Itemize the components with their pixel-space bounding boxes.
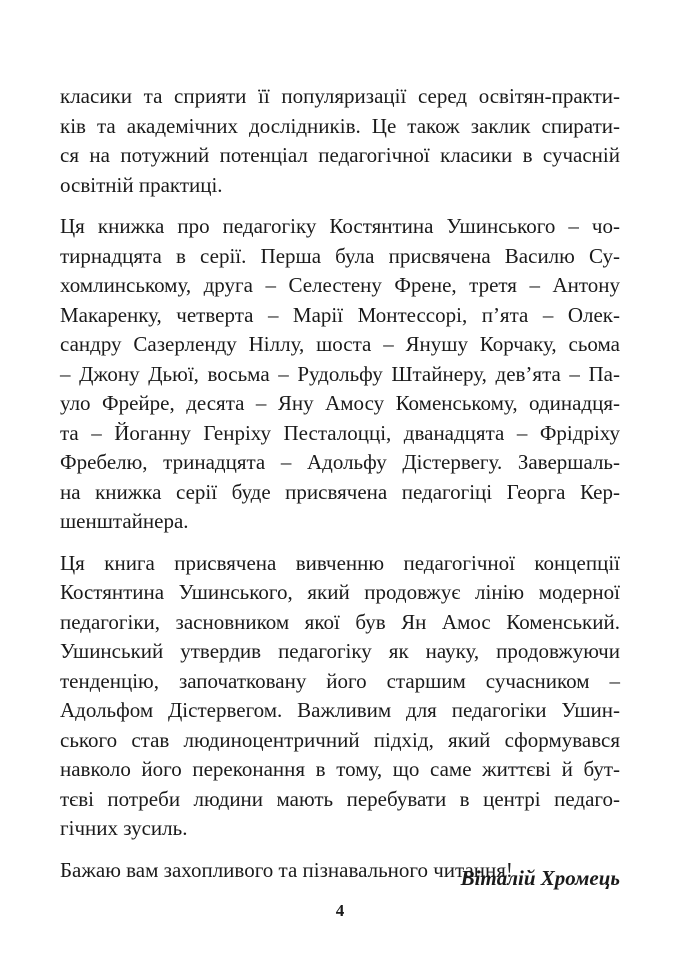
text-line: педагогіки, засновником якої був Ян Амос Коменський. [60,609,620,634]
paragraph-3 [60,549,620,844]
text-line: Ушинський утвердив педагогіку як науку, продовжуючи [60,639,620,663]
text-line: хомлинському, друга – Селестену Френе, третя – Антону [60,273,620,297]
text-line: Ця книга присвячена вивченню педагогічної концепції [60,550,620,575]
text-line: ся на потужний потенціал педагогічної класики в сучасній [60,143,620,167]
text-line: на книжка серії буде присвячена педагогіці Георга Кер- [60,479,620,504]
text-line: – Джону Дьюї, восьма – Рудольфу Штайнеру, дев’ята – Па- [60,361,620,386]
text-line: Адольфом Дістервегом. Важливим для педагогіки Ушин- [60,698,620,722]
text-line: класики та сприяти її популяризації серед освітян-практи- [60,84,620,108]
text-line: Бажаю вам захопливого та пізнавального читання! [60,857,513,882]
page-number: 4 [335,901,345,920]
text-line: Костянтина Ушинського, який продовжує лінію модерної [60,580,620,604]
text-line: гічних зусиль. [60,816,188,840]
page-body [60,82,620,885]
text-line: тєві потреби людини мають перебувати в центрі педаго- [60,786,620,811]
text-line: ського став людиноцентричний підхід, який сформувався [60,727,620,752]
text-line: сандру Сазерленду Ніллу, шоста – Янушу Корчаку, сьома [60,332,620,356]
paragraph-2 [60,212,620,537]
text-line: тенденцію, започатковану його старшим сучасником – [60,668,620,693]
text-line: Фребелю, тринадцята – Адольфу Дістервегу. Завершаль- [60,450,620,474]
text-line: тирнадцята в серії. Перша була присвячена Василю Су- [60,243,620,268]
text-line: уло Фрейре, десята – Яну Амосу Коменському, одинадця- [60,391,620,415]
text-line: та – Йоганну Генріху Песталоцці, дванадцята – Фрідріху [60,420,620,445]
text-line: освітній практиці. [60,172,223,197]
text-line: Ця книжка про педагогіку Костянтина Ушинського – чо- [60,214,620,238]
author-signature: Віталій Хромець [460,866,620,890]
text-line: шенштайнера. [60,509,189,533]
text-line: Макаренку, четверта – Марії Монтессорі, п’ята – Олек- [60,302,620,327]
paragraph-1 [60,82,620,200]
text-line: ків та академічних дослідників. Це також заклик спирати- [60,113,620,138]
text-line: навколо його переконання в тому, що саме життєві й бут- [60,757,620,781]
